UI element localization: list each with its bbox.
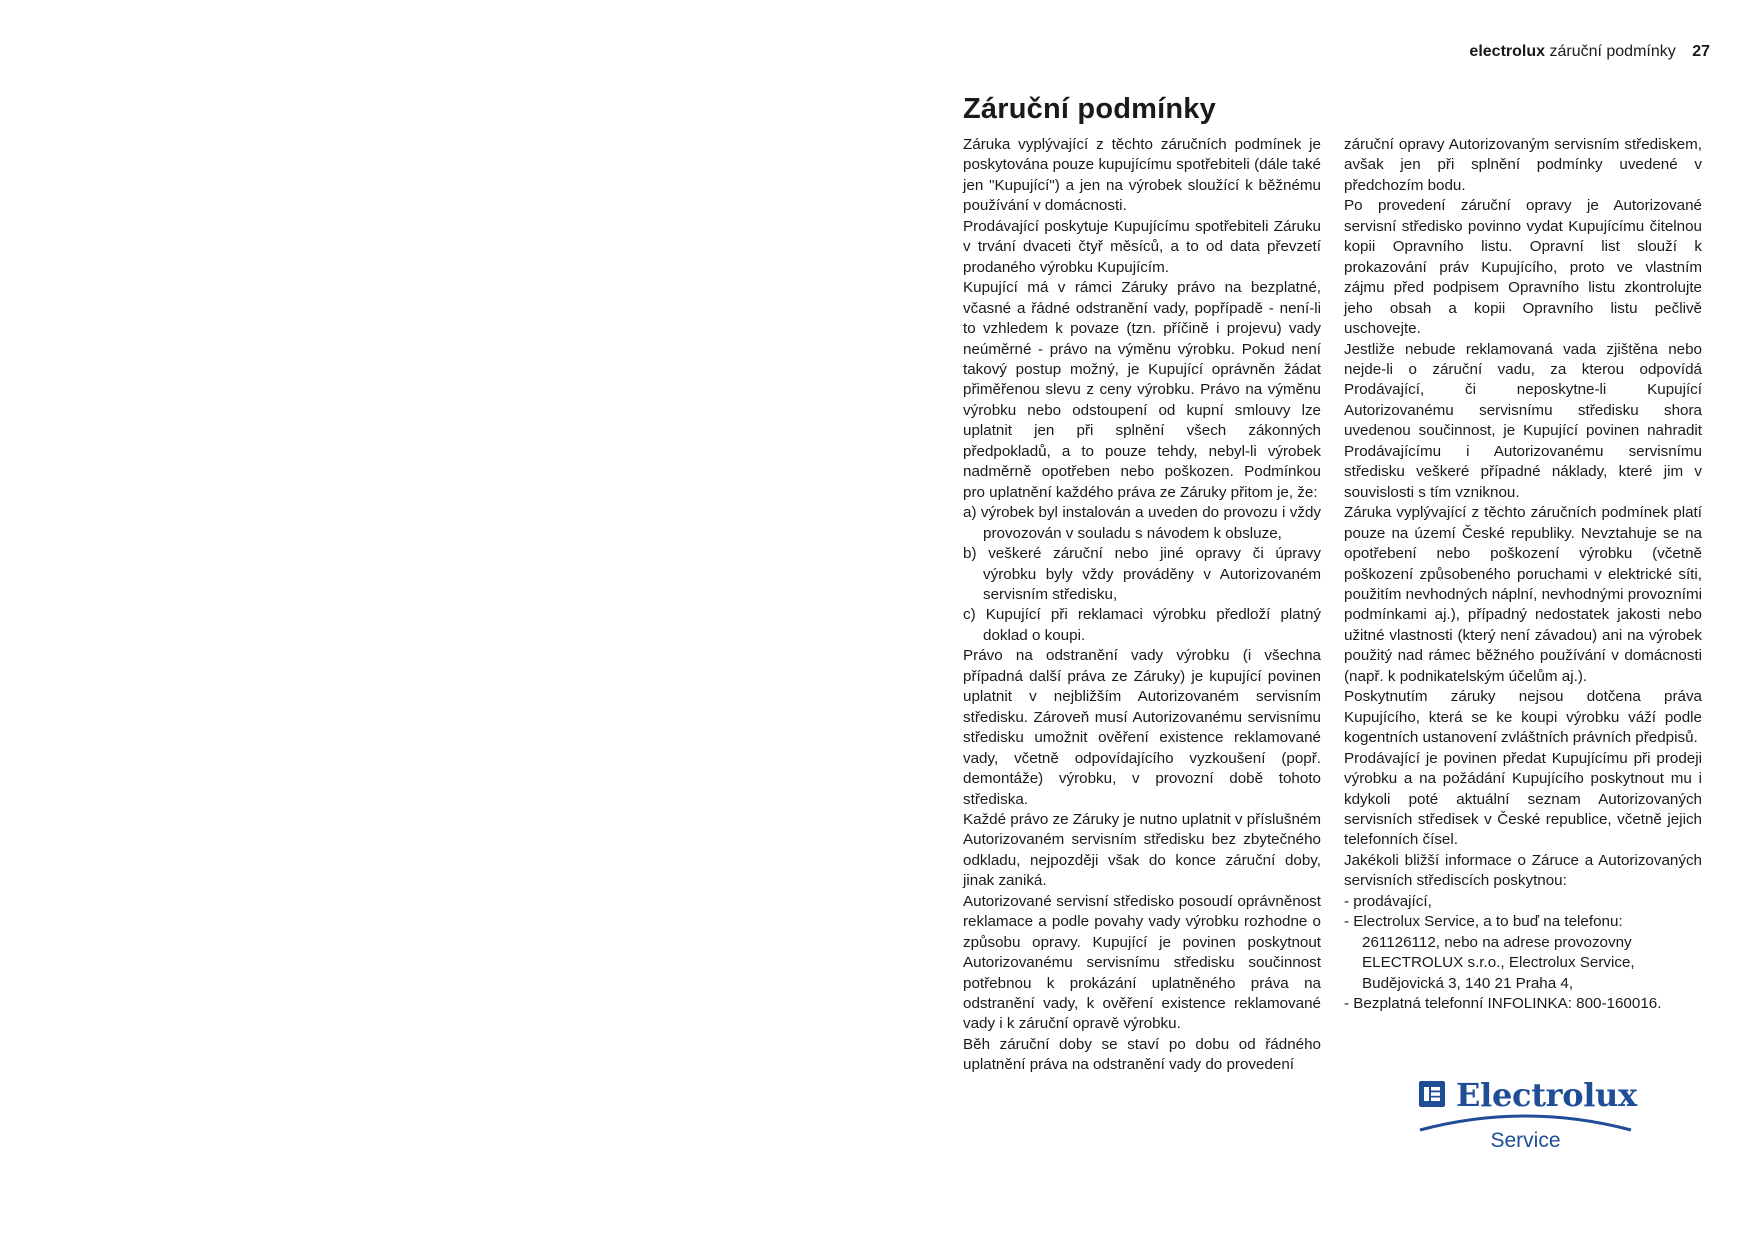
paragraph: Záruka vyplývající z těchto záručních podmínek je poskytována pouze kupujícímu spotřebiteli (dále také jen "Kupující") a jen na výrobek sloužící k běžnému používání v domácnosti. xyxy=(963,136,1321,215)
right-text-column xyxy=(1344,135,1702,1014)
electrolux-service-logo xyxy=(1418,1072,1637,1158)
paragraph: Autorizované servisní středisko posoudí oprávněnost reklamace a podle povahy vady výrobku rozhodne o způsobu opravy. Kupující je povinen poskytnout Autorizovanému servisnímu středisku součinnost potřebnou k prokázání uplatněného práva na odstranění vady, k ověření existence reklamované vady i k záruční opravě výrobku. xyxy=(963,892,1321,1033)
contacts-list xyxy=(1344,892,1702,1015)
left-text-column xyxy=(963,135,1321,1076)
paragraph: Po provedení záruční opravy je Autorizované servisní středisko povinno vydat Kupujícímu čitelnou kopii Opravního listu. Opravní list slouží k prokazování práv Kupujícího, proto ve vlastním zájmu před podpisem Opravního listu zkontrolujte jeho obsah a kopii Opravního listu pečlivě uschovejte. xyxy=(1344,197,1702,338)
contact-item: - Electrolux Service, a to buď na telefonu: 261126112, nebo na adrese provozovny ELECTROLUX s.r.o., Electrolux Service, Budějovická 3, 140 21 Praha 4, xyxy=(1344,913,1635,992)
paragraph: záruční opravy Autorizovaným servisním střediskem, avšak jen při splnění podmínky uvedené v předchozím bodu. xyxy=(1344,136,1702,194)
page-title: Záruční podmínky xyxy=(963,93,1216,125)
logo-subtitle: Service xyxy=(1490,1129,1561,1152)
header-section: záruční podmínky xyxy=(1549,43,1676,60)
contact-item: - prodávající, xyxy=(1344,892,1432,910)
logo-wordmark: Electrolux xyxy=(1456,1076,1637,1114)
electrolux-emblem-icon xyxy=(1418,1080,1446,1108)
header-brand: electrolux xyxy=(1469,43,1546,60)
running-header xyxy=(1380,42,1710,62)
condition-item-a: a) výrobek byl instalován a uveden do provozu i vždy provozován v souladu s návodem k obsluze, xyxy=(963,504,1321,542)
paragraph: Kupující má v rámci Záruky právo na bezplatné, včasné a řádné odstranění vady, popřípadě - není-li to vzhledem k povaze (tzn. příčině i projevu) vady neúměrné - právo na výměnu výrobku. Pokud není takový postup možný, je Kupující oprávněn žádat přiměřenou slevu z ceny výrobku. Právo na výměnu výrobku nebo odstoupení od kupní smlouvy lze uplatnit jen při splnění všech zákonných předpokladů, a to pouze tehdy, nebyl-li výrobek nadměrně opotřeben nebo poškozen. Podmínkou pro uplatnění každého práva ze Záruky přitom je, že: xyxy=(963,279,1321,501)
contact-item: - Bezplatná telefonní INFOLINKA: 800-160016. xyxy=(1344,995,1662,1013)
conditions-list xyxy=(963,503,1321,646)
paragraph: Prodávající poskytuje Kupujícímu spotřebiteli Záruku v trvání dvaceti čtyř měsíců, a to od data převzetí prodaného výrobku Kupujícím. xyxy=(963,217,1321,276)
paragraph: Prodávající je povinen předat Kupujícímu při prodeji výrobku a na požádání Kupujícího poskytnout mu i kdykoli poté aktuální seznam Autorizovaných servisních středisek v České republice, včetně jejich telefonních čísel. xyxy=(1344,749,1702,849)
paragraph: Každé právo ze Záruky je nutno uplatnit v příslušném Autorizovaném servisním středisku bez zbytečného odkladu, nejpozději však do konce záruční doby, jinak zaniká. xyxy=(963,810,1321,890)
paragraph: Poskytnutím záruky nejsou dotčena práva Kupujícího, která se ke koupi výrobku váží podle kogentních ustanovení zvláštních právních předpisů. xyxy=(1344,688,1702,747)
paragraph: Běh záruční doby se staví po dobu od řádného uplatnění práva na odstranění vady do provedení xyxy=(963,1035,1321,1074)
paragraph: Jakékoli bližší informace o Záruce a Autorizovaných servisních střediscích poskytnou: xyxy=(1344,851,1702,890)
page-number: 27 xyxy=(1692,43,1710,60)
paragraph: Záruka vyplývající z těchto záručních podmínek platí pouze na území České republiky. Nevztahuje se na opotřebení nebo poškození výrobku (včetně poškození způsobeného poruchami v elektrické síti, použitím nevhodných náplní, nevhodnými provozními podmínkami aj.), případný nedostatek jakosti nebo užitné vlastnosti (který není závadou) ani na výrobek použitý nad rámec běžného používání v domácnosti (např. k podnikatelským účelům aj.). xyxy=(1344,504,1702,685)
paragraph: Právo na odstranění vady výrobku (i všechna případná další práva ze Záruky) je kupující povinen uplatnit v nejbližším Autorizovaném servisním středisku. Zároveň musí Autorizovanému servisnímu středisku umožnit ověření existence reklamované vady, včetně odpovídajícího vyzkoušení (popř. demontáže) výrobku, v provozní době tohoto střediska. xyxy=(963,647,1321,808)
paragraph: Jestliže nebude reklamovaná vada zjištěna nebo nejde-li o záruční vadu, za kterou odpovídá Prodávající, či neposkytne-li Kupující Autorizovanému servisnímu středisku shora uvedenou součinnost, je Kupující povinen nahradit Prodávajícímu i Autorizovanému servisnímu středisku veškeré případné náklady, které jim v souvislosti s tím vzniknou. xyxy=(1344,340,1702,501)
condition-item-c: c) Kupující při reklamaci výrobku předloží platný doklad o koupi. xyxy=(963,606,1321,644)
condition-item-b: b) veškeré záruční nebo jiné opravy či úpravy výrobku byly vždy prováděny v Autorizovaném servisním středisku, xyxy=(963,545,1321,603)
